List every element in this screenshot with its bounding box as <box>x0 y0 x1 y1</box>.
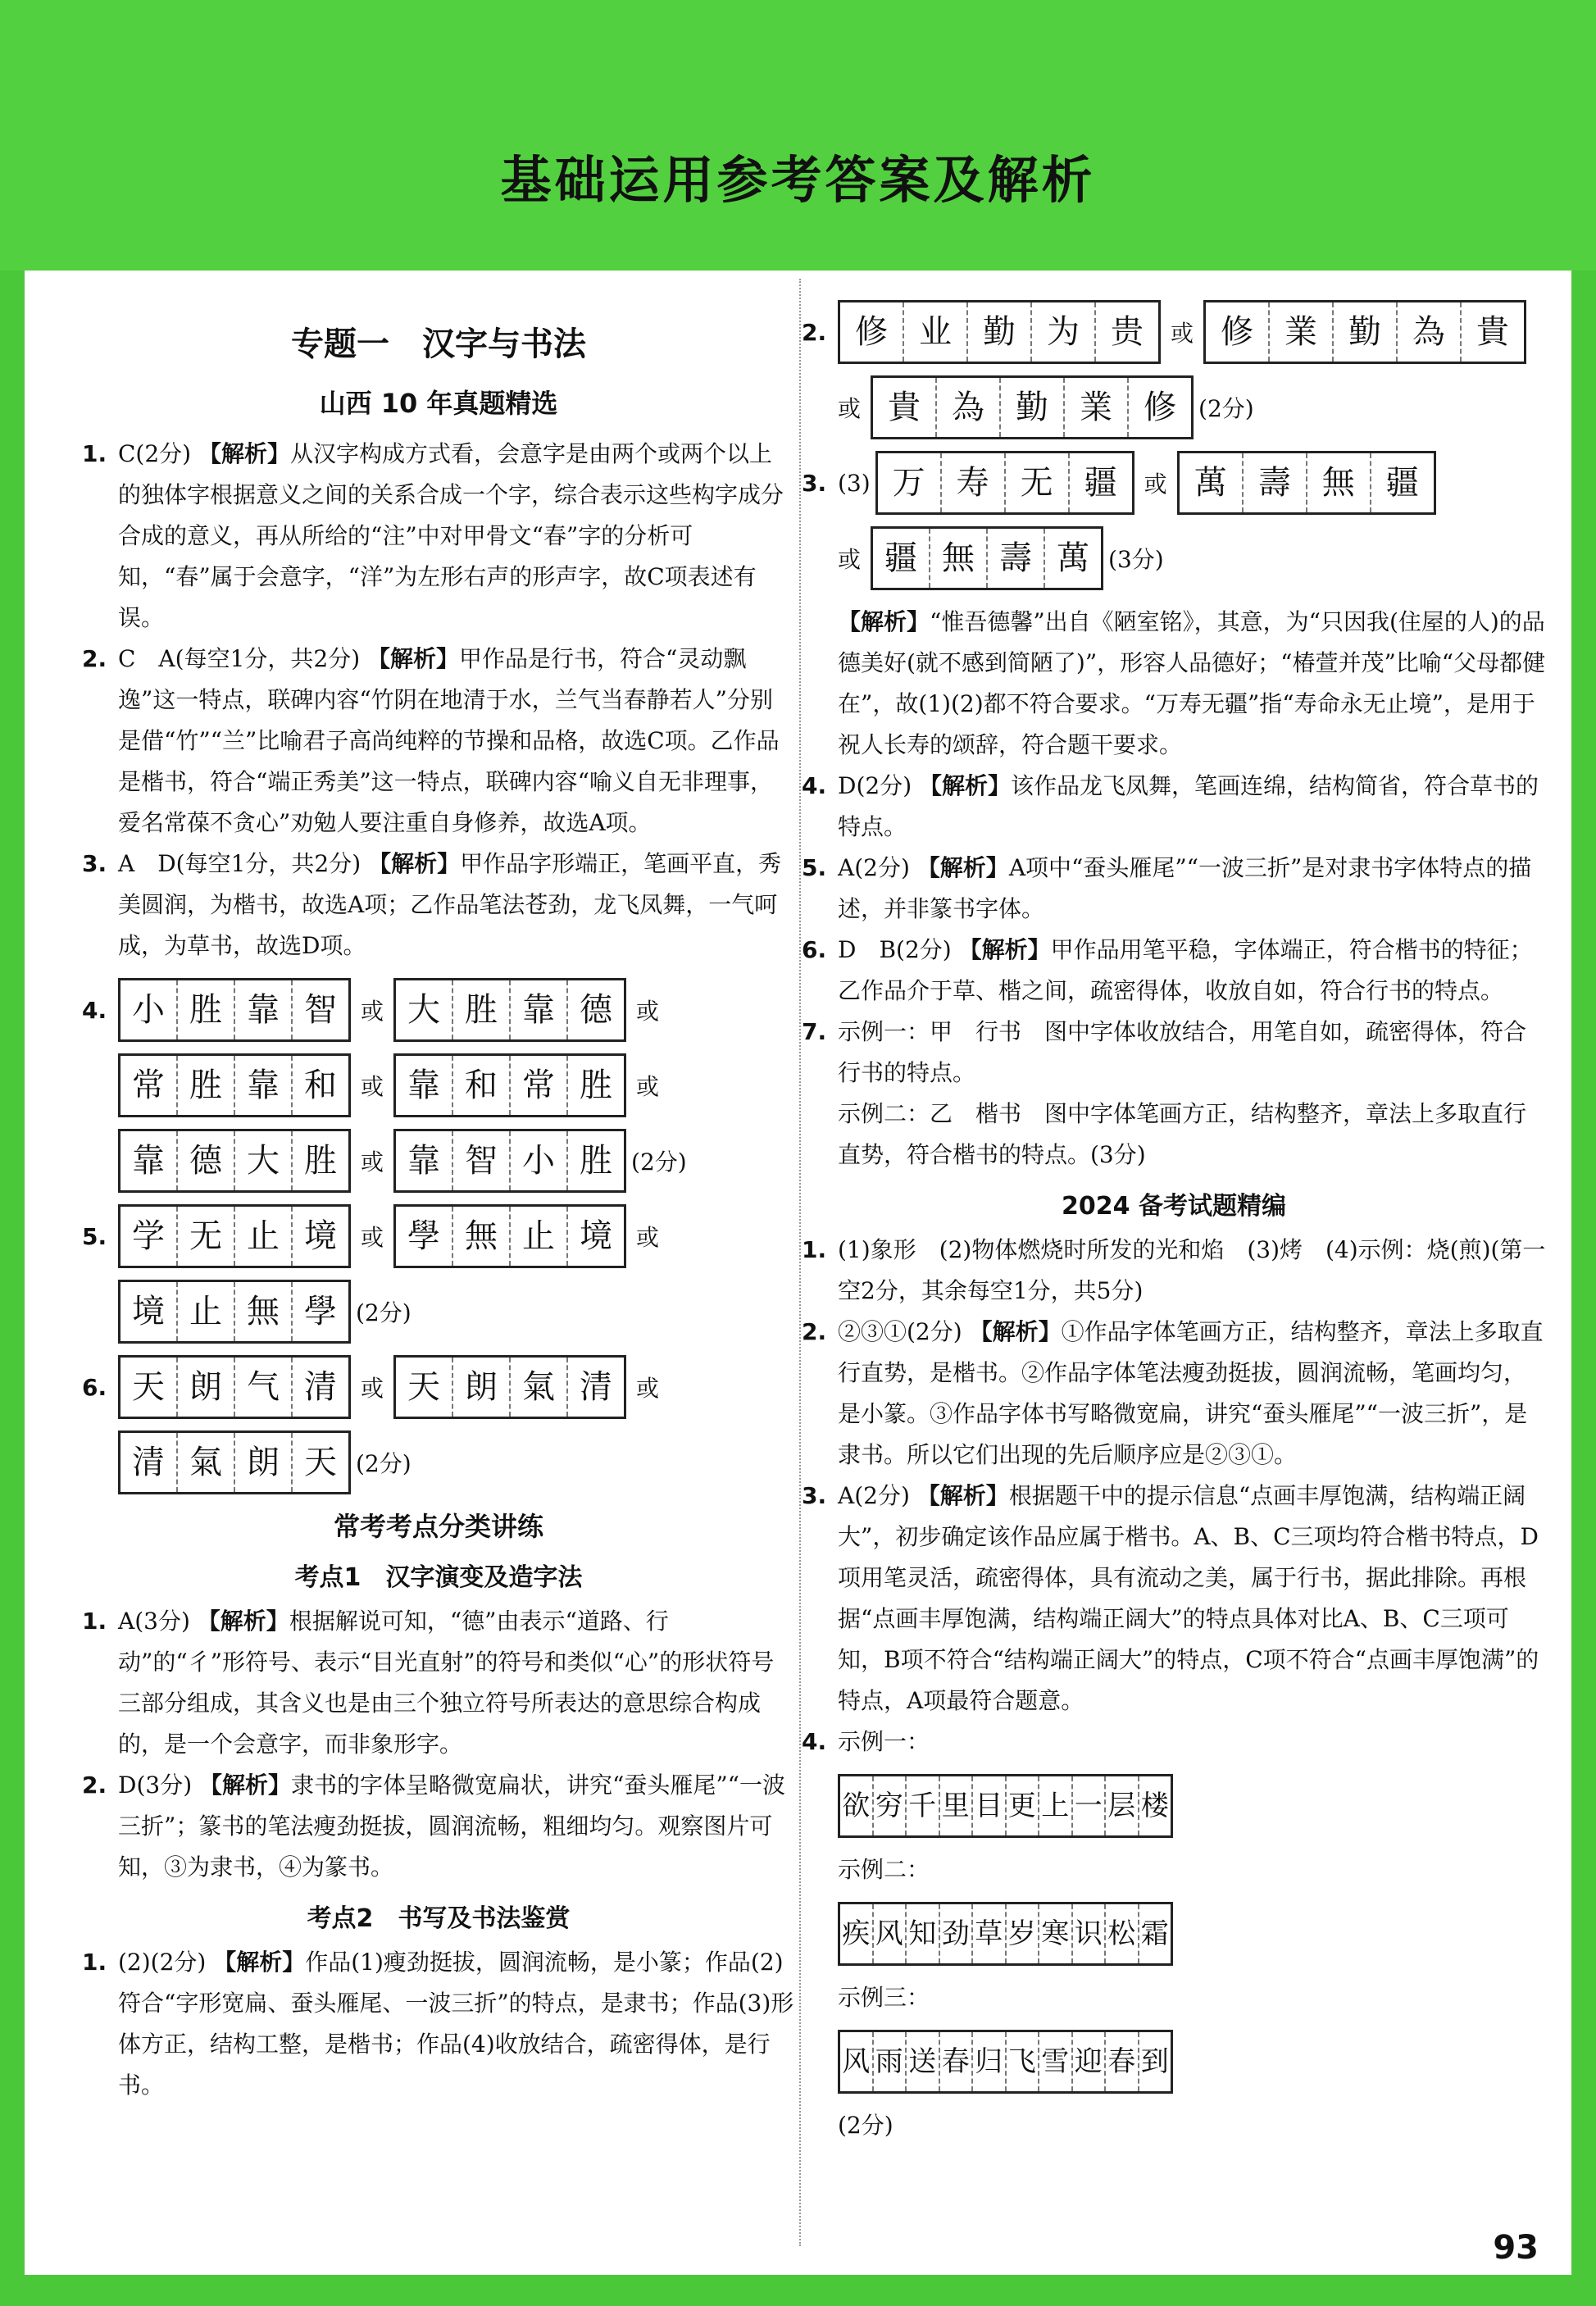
answer-item: 4. 示例一： <box>802 1728 930 1755</box>
answer-grid-row: 4. 小 胜 靠 智 或 大 胜 靠 德 或 <box>82 978 795 1042</box>
character-grid: 學 無 止 境 <box>393 1204 626 1268</box>
answer-item: 5. A(2分) 【解析】A项中“蚕头雁尾”“一波三折”是对隶书字体特点的描述，并非篆书字体。 <box>802 854 1532 922</box>
answer-grid-row: 境 止 無 學 (2分) <box>82 1280 795 1344</box>
kaodian-2-heading: 考点2 书写及书法鉴赏 <box>307 1904 571 1933</box>
answer-item: 3. A(2分) 【解析】根据题干中的提示信息“点画丰厚饱满，结构端正阔大”，初步确定该作品应属于楷书。A、B、C三项均符合楷书特点，D项用笔灵活，疏密得体，具有流动之美，属于行书，据此排除。再根据“点画丰厚饱满，结构端正阔大”的特点具体对比A、B、C三项可知，B项不符合“结构端正阔大”的特点，C项不符合“点画丰厚饱满”的特点，A项最符合题意。 <box>802 1482 1539 1714</box>
answer-item: 1. (2)(2分) 【解析】作品(1)瘦劲挺拔，圆润流畅，是小篆；作品(2)符合“字形宽扁、蚕头雁尾、一波三折”的特点，是隶书；作品(3)形体方正，结构工整，是楷书；作品(4)收放结合，疏密得体，是行书。 <box>82 1949 794 2099</box>
character-grid: 貴 為 勤 業 修 <box>871 375 1194 439</box>
answer-grid-row <box>802 1902 1546 1966</box>
answer-grid-row: 2. 修 业 勤 为 贵 或 修 業 勤 為 貴 <box>802 300 1546 364</box>
answer-grid-row: 常 胜 靠 和 或 靠 和 常 胜 或 <box>82 1053 795 1117</box>
column-divider <box>799 279 801 2246</box>
answer-page <box>25 271 1571 2275</box>
analysis-text: 【解析】“惟吾德馨”出自《陋室铭》，其意，为“只因我(住屋的人)的品德美好(就不感到简陋了)”，形容人品德好；“椿萱并茂”比喻“父母都健在”，故(1)(2)都不符合要求。“万寿无疆”指“寿命永无止境”，是用于祝人长寿的颂辞，符合题干要求。 <box>838 608 1546 758</box>
character-grid: 天 朗 氣 清 <box>393 1355 626 1419</box>
character-grid: 天 朗 气 清 <box>118 1355 351 1419</box>
answer-item: 1. A(3分) 【解析】根据解说可知，“德”由表示“道路、行动”的“彳”形符号、表示“目光直射”的符号和类似“心”的形状符号三部分组成，其含义也是由三个独立符号所表达的意思综合构成的，是一个会意字，而非象形字。 <box>82 1608 775 1758</box>
right-column <box>802 271 1546 2146</box>
character-grid: 欲 穷 千 里 目 更 上 一 层 楼 <box>838 1774 1173 1838</box>
character-grid: 万 寿 无 疆 <box>875 451 1134 515</box>
section-heading-practice: 常考考点分类讲练 <box>333 1511 543 1542</box>
answer-item: 4. D(2分) 【解析】该作品龙飞凤舞，笔画连绵，结构简省，符合草书的特点。 <box>802 772 1539 840</box>
example-label: 示例二： <box>838 1856 930 1883</box>
answer-item: 6. D B(2分) 【解析】甲作品用笔平稳，字体端正，符合楷书的特征；乙作品介于草、楷之间，疏密得体，收放自如，符合行书的特点。 <box>802 936 1533 1004</box>
answer-grid-row: 6. 天 朗 气 清 或 天 朗 氣 清 或 <box>82 1355 795 1419</box>
answer-grid-row: 或 貴 為 勤 業 修 (2分) <box>802 375 1546 439</box>
answer-example: 示例二：乙 楷书 图中字体笔画方正，结构整齐，章法上多取直行直势，符合楷书的特点。(3分) <box>838 1100 1527 1168</box>
example-label: 示例三： <box>838 1984 930 2011</box>
score-note: (2分) <box>838 2112 893 2139</box>
kaodian-1-heading: 考点1 汉字演变及造字法 <box>294 1563 583 1592</box>
answer-grid-row <box>802 1774 1546 1838</box>
character-grid: 靠 德 大 胜 <box>118 1129 351 1193</box>
answer-grid-row <box>802 2030 1546 2094</box>
answer-item: 1. (1)象形 (2)物体燃烧时所发的光和焰 (3)烤 (4)示例：烧(煎)(第一空2分，其余每空1分，共5分) <box>802 1236 1546 1304</box>
character-grid: 风 雨 送 春 归 飞 雪 迎 春 到 <box>838 2030 1173 2094</box>
answer-grid-row: 或 疆 無 壽 萬 (3分) <box>802 526 1546 590</box>
answer-item: 1. C(2分) 【解析】从汉字构成方式看，会意字是由两个或两个以上的独体字根据意义之间的关系合成一个字，综合表示这些构字成分合成的意义，再从所给的“注”中对甲骨文“春”字的分析可知，“春”属于会意字，“洋”为左形右声的形声字，故C项表述有误。 <box>82 440 784 631</box>
answer-grid-row: 清 氣 朗 天 (2分) <box>82 1430 795 1494</box>
character-grid: 修 业 勤 为 贵 <box>838 300 1161 364</box>
character-grid: 靠 和 常 胜 <box>393 1053 626 1117</box>
answer-item: 7. 示例一：甲 行书 图中字体收放结合，用笔自如，疏密得体，符合行书的特点。 <box>802 1018 1527 1086</box>
character-grid: 疆 無 壽 萬 <box>871 526 1103 590</box>
answer-item: 2. ②③①(2分) 【解析】①作品字体笔画方正，结构整齐，章法上多取直行直势，是楷书。②作品字体笔法瘦劲挺拔，圆润流畅，笔画均匀，是小篆。③作品字体书写略微宽扁，讲究“蚕头雁尾”“一波三折”，是隶书。所以它们出现的先后顺序应是②③①。 <box>802 1318 1544 1468</box>
answer-item: 3. A D(每空1分，共2分) 【解析】甲作品字形端正，笔画平直，秀美圆润，为楷书，故选A项；乙作品笔法苍劲，龙飞凤舞，一气呵成，为草书，故选D项。 <box>82 850 782 959</box>
answer-grid-row: 靠 德 大 胜 或 靠 智 小 胜 (2分) <box>82 1129 795 1193</box>
character-grid: 大 胜 靠 德 <box>393 978 626 1042</box>
section-heading-real-exams: 山西 10 年真题精选 <box>319 388 558 419</box>
character-grid: 常 胜 靠 和 <box>118 1053 351 1117</box>
page-title: 基础运用参考答案及解析 <box>500 150 1096 210</box>
left-column <box>82 271 795 2106</box>
topic-heading: 专题一 汉字与书法 <box>291 325 586 363</box>
character-grid: 境 止 無 學 <box>118 1280 351 1344</box>
character-grid: 学 无 止 境 <box>118 1204 351 1268</box>
answer-grid-row: 3. (3) 万 寿 无 疆 或 萬 壽 無 疆 <box>802 451 1546 515</box>
character-grid: 修 業 勤 為 貴 <box>1203 300 1526 364</box>
page-number: 93 <box>1493 2229 1539 2267</box>
title-banner <box>0 0 1596 271</box>
character-grid: 疾 风 知 劲 草 岁 寒 识 松 霜 <box>838 1902 1173 1966</box>
answer-item: 2. D(3分) 【解析】隶书的字体呈略微宽扁状，讲究“蚕头雁尾”“一波三折”；篆书的笔法瘦劲挺拔，圆润流畅，粗细均匀。观察图片可知，③为隶书，④为篆书。 <box>82 1772 785 1881</box>
answer-grid-row: 5. 学 无 止 境 或 學 無 止 境 或 <box>82 1204 795 1268</box>
character-grid: 清 氣 朗 天 <box>118 1430 351 1494</box>
section-heading-2024: 2024 备考试题精编 <box>1062 1192 1286 1221</box>
character-grid: 萬 壽 無 疆 <box>1177 451 1436 515</box>
character-grid: 靠 智 小 胜 <box>393 1129 626 1193</box>
character-grid: 小 胜 靠 智 <box>118 978 351 1042</box>
answer-item: 2. C A(每空1分，共2分) 【解析】甲作品是行书，符合“灵动飘逸”这一特点，联碑内容“竹阴在地清于水，兰气当春静若人”分别是借“竹”“兰”比喻君子高尚纯粹的节操和品格，故选C项。乙作品是楷书，符合“端正秀美”这一特点，联碑内容“喻义自无非理事，爱名常葆不贪心”劝勉人要注重自身修养，故选A项。 <box>82 645 780 836</box>
